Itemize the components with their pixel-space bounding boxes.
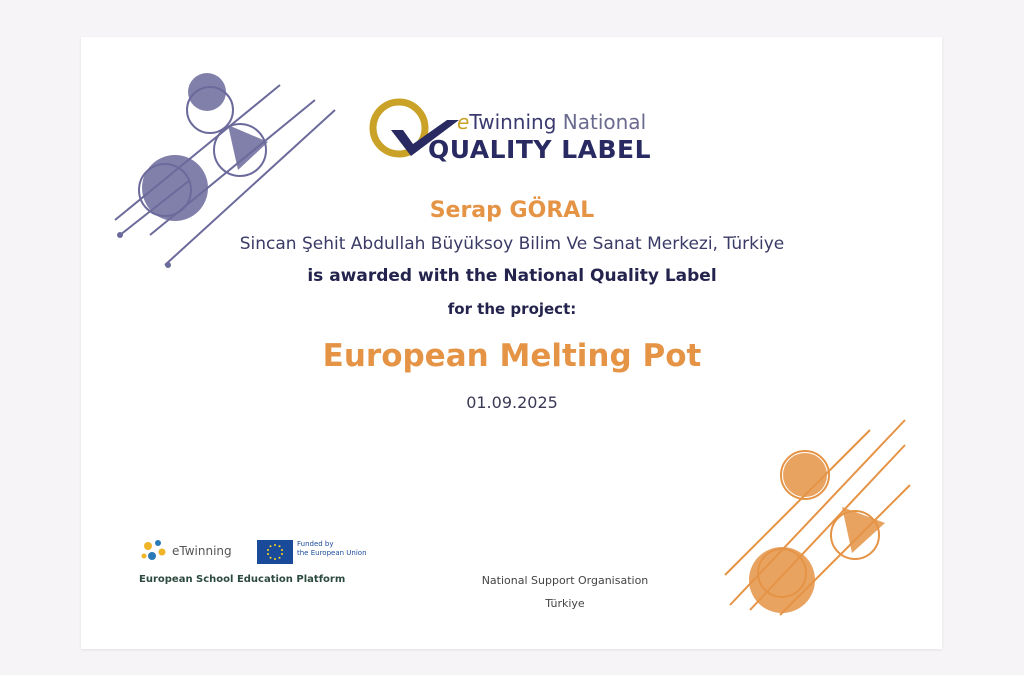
for-project-label: for the project:: [447, 300, 577, 318]
etwinning-logo-text: eTwinning: [172, 544, 232, 558]
logo-etwinning-text: Twinning: [469, 110, 557, 134]
logo-e-letter: e: [457, 110, 470, 134]
eu-funding-line1: Funded by: [297, 540, 334, 548]
logo-title-line1: [457, 110, 646, 134]
recipient-name: Serap GÖRAL: [429, 198, 595, 223]
eu-funding-line2: the European Union: [297, 549, 367, 557]
logo-title-line2: QUALITY LABEL: [428, 135, 652, 164]
recipient-school: Sincan Şehit Abdullah Büyüksoy Bilim Ve Sanat Merkezi, Türkiye: [239, 234, 785, 254]
nso-country: Türkiye: [545, 597, 585, 610]
nso-label: National Support Organisation: [481, 574, 649, 587]
award-date: 01.09.2025: [466, 393, 558, 412]
project-name: European Melting Pot: [322, 338, 702, 374]
eu-flag-icon: [257, 540, 293, 564]
platform-name: European School Education Platform: [139, 574, 346, 585]
decoration-bottom-right: [720, 415, 920, 620]
etwinning-star-icon: [140, 538, 170, 564]
award-statement: is awarded with the National Quality Label: [307, 266, 717, 286]
logo-national-text: National: [562, 110, 647, 134]
eu-funding-text: [297, 540, 367, 558]
